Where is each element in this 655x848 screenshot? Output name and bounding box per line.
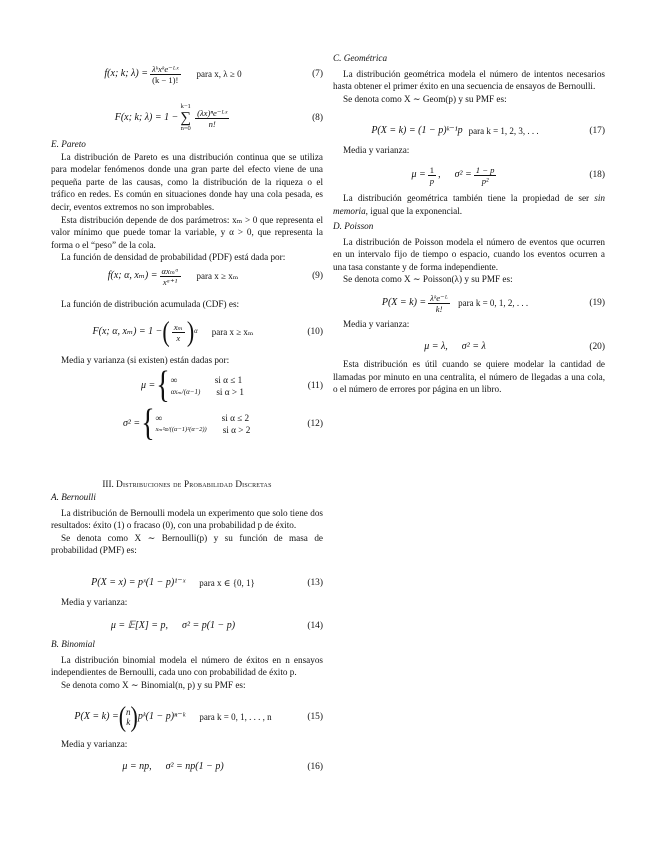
- eq13-lhs: P(X = x) = pˣ(1 − p)¹⁻ˣ: [91, 576, 186, 588]
- eq16-a: μ = np,: [122, 760, 152, 772]
- equation-14: [51, 615, 323, 637]
- binomial-section: [51, 638, 323, 691]
- equation-13: [51, 572, 323, 594]
- eq14-number: (14): [307, 620, 323, 631]
- bernoulli-paragraph-3: Media y varianza:: [61, 597, 128, 607]
- pareto-paragraph-2: Esta distribución depende de dos parámetros: xₘ > 0 que representa el valor mínimo que puede tomar la variable, y α > 0, que representa la forma o el “peso” de la cola.: [51, 214, 323, 250]
- eq19-number: (19): [589, 297, 605, 308]
- pareto-paragraph-3: La función de densidad de probabilidad (PDF) está dada por:: [61, 252, 286, 263]
- eq15-number: (15): [307, 711, 323, 722]
- eq14-b: σ² = p(1 − p): [182, 619, 236, 631]
- equation-17: [333, 120, 605, 142]
- eq11-number: (11): [307, 380, 323, 391]
- pareto-paragraph-4: La función de distribución acumulada (CDF) es:: [61, 299, 240, 309]
- eq7-cond: para x, λ ≥ 0: [196, 68, 242, 79]
- equation-16: [51, 756, 323, 778]
- eq10-cond: para x ≥ xₘ: [211, 326, 254, 337]
- equation-20: μ = λ, σ² = λ (20): [333, 336, 605, 358]
- eq12-lhs: σ² =: [123, 417, 141, 429]
- pareto-paragraph-5: Media y varianza (si existen) están dadas por:: [61, 355, 230, 365]
- eq16-number: (16): [307, 761, 323, 772]
- eq8-num: (λx)ⁿe⁻ᴸˣ: [197, 107, 228, 118]
- eq13-cond: para x ∈ {0, 1}: [199, 577, 255, 588]
- eq9-number: (9): [312, 270, 323, 281]
- binomial-paragraph-2: Se denota como X ∼ Binomial(n, p) y su PMF es:: [61, 679, 246, 690]
- eq7-den: (k − 1)!: [152, 74, 179, 85]
- eq8-lhs: F(x; k; λ) = 1 −: [114, 111, 179, 123]
- equation-9: [51, 262, 323, 290]
- geometrica-paragraph-3: Media y varianza:: [343, 145, 410, 155]
- eq18-number: (18): [589, 169, 605, 180]
- eq8-sum: k−1 ∑ n=0: [180, 103, 192, 132]
- pareto-section: [51, 138, 323, 264]
- eq17-lhs: P(X = k) = (1 − p)ᵏ⁻¹p: [371, 124, 463, 136]
- eq17-cond: para k = 1, 2, 3, . . .: [468, 125, 539, 136]
- equation-19: P(X = k) = $\frac{\text{λᵏe⁻ᴸ}}{k!}$ para k = 0, 1, 2, . . . (19): [333, 288, 605, 318]
- pareto-paragraph-1: La distribución de Pareto es una distribución continua que se utiliza para modelar fenómenos donde una gran parte del efecto viene de una pequeña parte de las causas, como la distribución de la riqueza o el tráfico en redes. Es común en situaciones donde hay una cola pesada, es decir, eventos extremos no son improbables.: [51, 151, 323, 212]
- eq14-a: μ = 𝔼[X] = p,: [110, 619, 169, 631]
- poisson-paragraph-2: Se denota como X ∼ Poisson(λ) y su PMF es:: [343, 274, 513, 285]
- eq8-number: (8): [312, 112, 323, 123]
- geometrica-heading: C. Geométrica: [333, 53, 388, 63]
- equation-11: μ = { ∞ si α ≤ 1 αxₘ/(α−1) si α > 1 (11): [141, 364, 323, 407]
- eq15-cond: para k = 0, 1, . . . , n: [199, 711, 272, 722]
- equation-15: P(X = k) = ( n k ) pᵏ(1 − p)ⁿ⁻ᵏ para k = 0, 1, . . . , n (15): [74, 700, 323, 733]
- poisson-paragraph-1: La distribución de Poisson modela el número de eventos que ocurren en un intervalo fijo de tiempo o espacio, cuando los eventos ocurren a una tasa constante y de forma independiente.: [333, 236, 605, 272]
- equation-8: [51, 102, 323, 134]
- geometrica-paragraph-4: La distribución geométrica también tiene la propiedad de ser sin memoria, igual que la exponencial.: [333, 193, 605, 216]
- eq8-den: n!: [208, 118, 216, 129]
- eq13-number: (13): [307, 577, 323, 588]
- eq12-number: (12): [307, 418, 323, 429]
- eq20-number: (20): [589, 341, 605, 352]
- poisson-paragraph-3: Media y varianza:: [343, 319, 410, 329]
- eq15-rhs: pᵏ(1 − p)ⁿ⁻ᵏ: [137, 710, 186, 722]
- equation-18: μ = $\frac{1}{p}$ , σ² = $\frac{1 - p}{\text{p²}}$ (18): [333, 160, 605, 190]
- bernoulli-paragraph-1: La distribución de Bernoulli modela un experimento que solo tiene dos resultados: éxito (1) o fracaso (0), con una probabilidad p de éxito.: [51, 507, 323, 531]
- bernoulli-section: [51, 491, 323, 557]
- eq10-num: xₘ: [173, 321, 183, 332]
- poisson-paragraph-4: Esta distribución es útil cuando se quiere modelar la cantidad de llamadas por minuto en una centralita, el número de llegadas a una cola, o el número de errores por página en un libro.: [333, 359, 605, 395]
- section-3-heading: III. Distribuciones de Probabilidad Discretas: [102, 479, 272, 489]
- eq9-lhs: f(x; α, xₘ) =: [107, 269, 158, 281]
- eq7-num: λᵏxᵏe⁻ᴸˣ: [151, 63, 179, 74]
- eq16-b: σ² = np(1 − p): [165, 760, 224, 772]
- equation-10: F(x; α, xₘ) = 1 − ( $\frac{\text{xₘ}}{x}$ ) α para x ≥ xₘ (10): [92, 315, 323, 348]
- eq9-den: xᵅ⁺¹: [162, 276, 178, 287]
- eq10-number: (10): [307, 326, 323, 337]
- eq9-num: αxₘᵅ: [161, 265, 179, 276]
- eq11-lhs: μ =: [141, 379, 156, 391]
- geometrica-section: [333, 52, 605, 105]
- poisson-heading: D. Poisson: [333, 221, 374, 231]
- binomial-paragraph-1: La distribución binomial modela el número de éxitos en n ensayos independientes de Bernoulli, cada uno con probabilidad de éxito p.: [51, 654, 323, 678]
- bernoulli-heading: A. Bernoulli: [51, 492, 96, 502]
- eq7-lhs: f(x; k; λ) =: [104, 67, 148, 79]
- poisson-section: [333, 220, 605, 286]
- binomial-paragraph-3: Media y varianza:: [61, 739, 128, 749]
- geometrica-paragraph-1: La distribución geométrica modela el número de intentos necesarios hasta obtener el primer éxito en una secuencia de ensayos de Bernoulli.: [333, 68, 605, 92]
- equation-7: [51, 60, 323, 88]
- eq10-den: x: [176, 332, 181, 343]
- equation-12: σ² = { ∞ si α ≤ 2 xₘ²α/((α−1)²(α−2)) si α > 2 (12): [123, 402, 323, 445]
- geometrica-paragraph-2: Se denota como X ∼ Geom(p) y su PMF es:: [343, 93, 507, 104]
- eq9-cond: para x ≥ xₘ: [196, 270, 239, 281]
- bernoulli-paragraph-2: Se denota como X ∼ Bernoulli(p) y su función de masa de probabilidad (PMF) es:: [51, 532, 323, 556]
- eq15-lhs: P(X = k) =: [74, 710, 119, 722]
- eq10-lhs: F(x; α, xₘ) = 1 −: [92, 325, 163, 337]
- pareto-heading: E. Pareto: [51, 139, 86, 149]
- eq7-number: (7): [312, 68, 323, 79]
- eq17-number: (17): [589, 125, 605, 136]
- binomial-heading: B. Binomial: [51, 639, 95, 649]
